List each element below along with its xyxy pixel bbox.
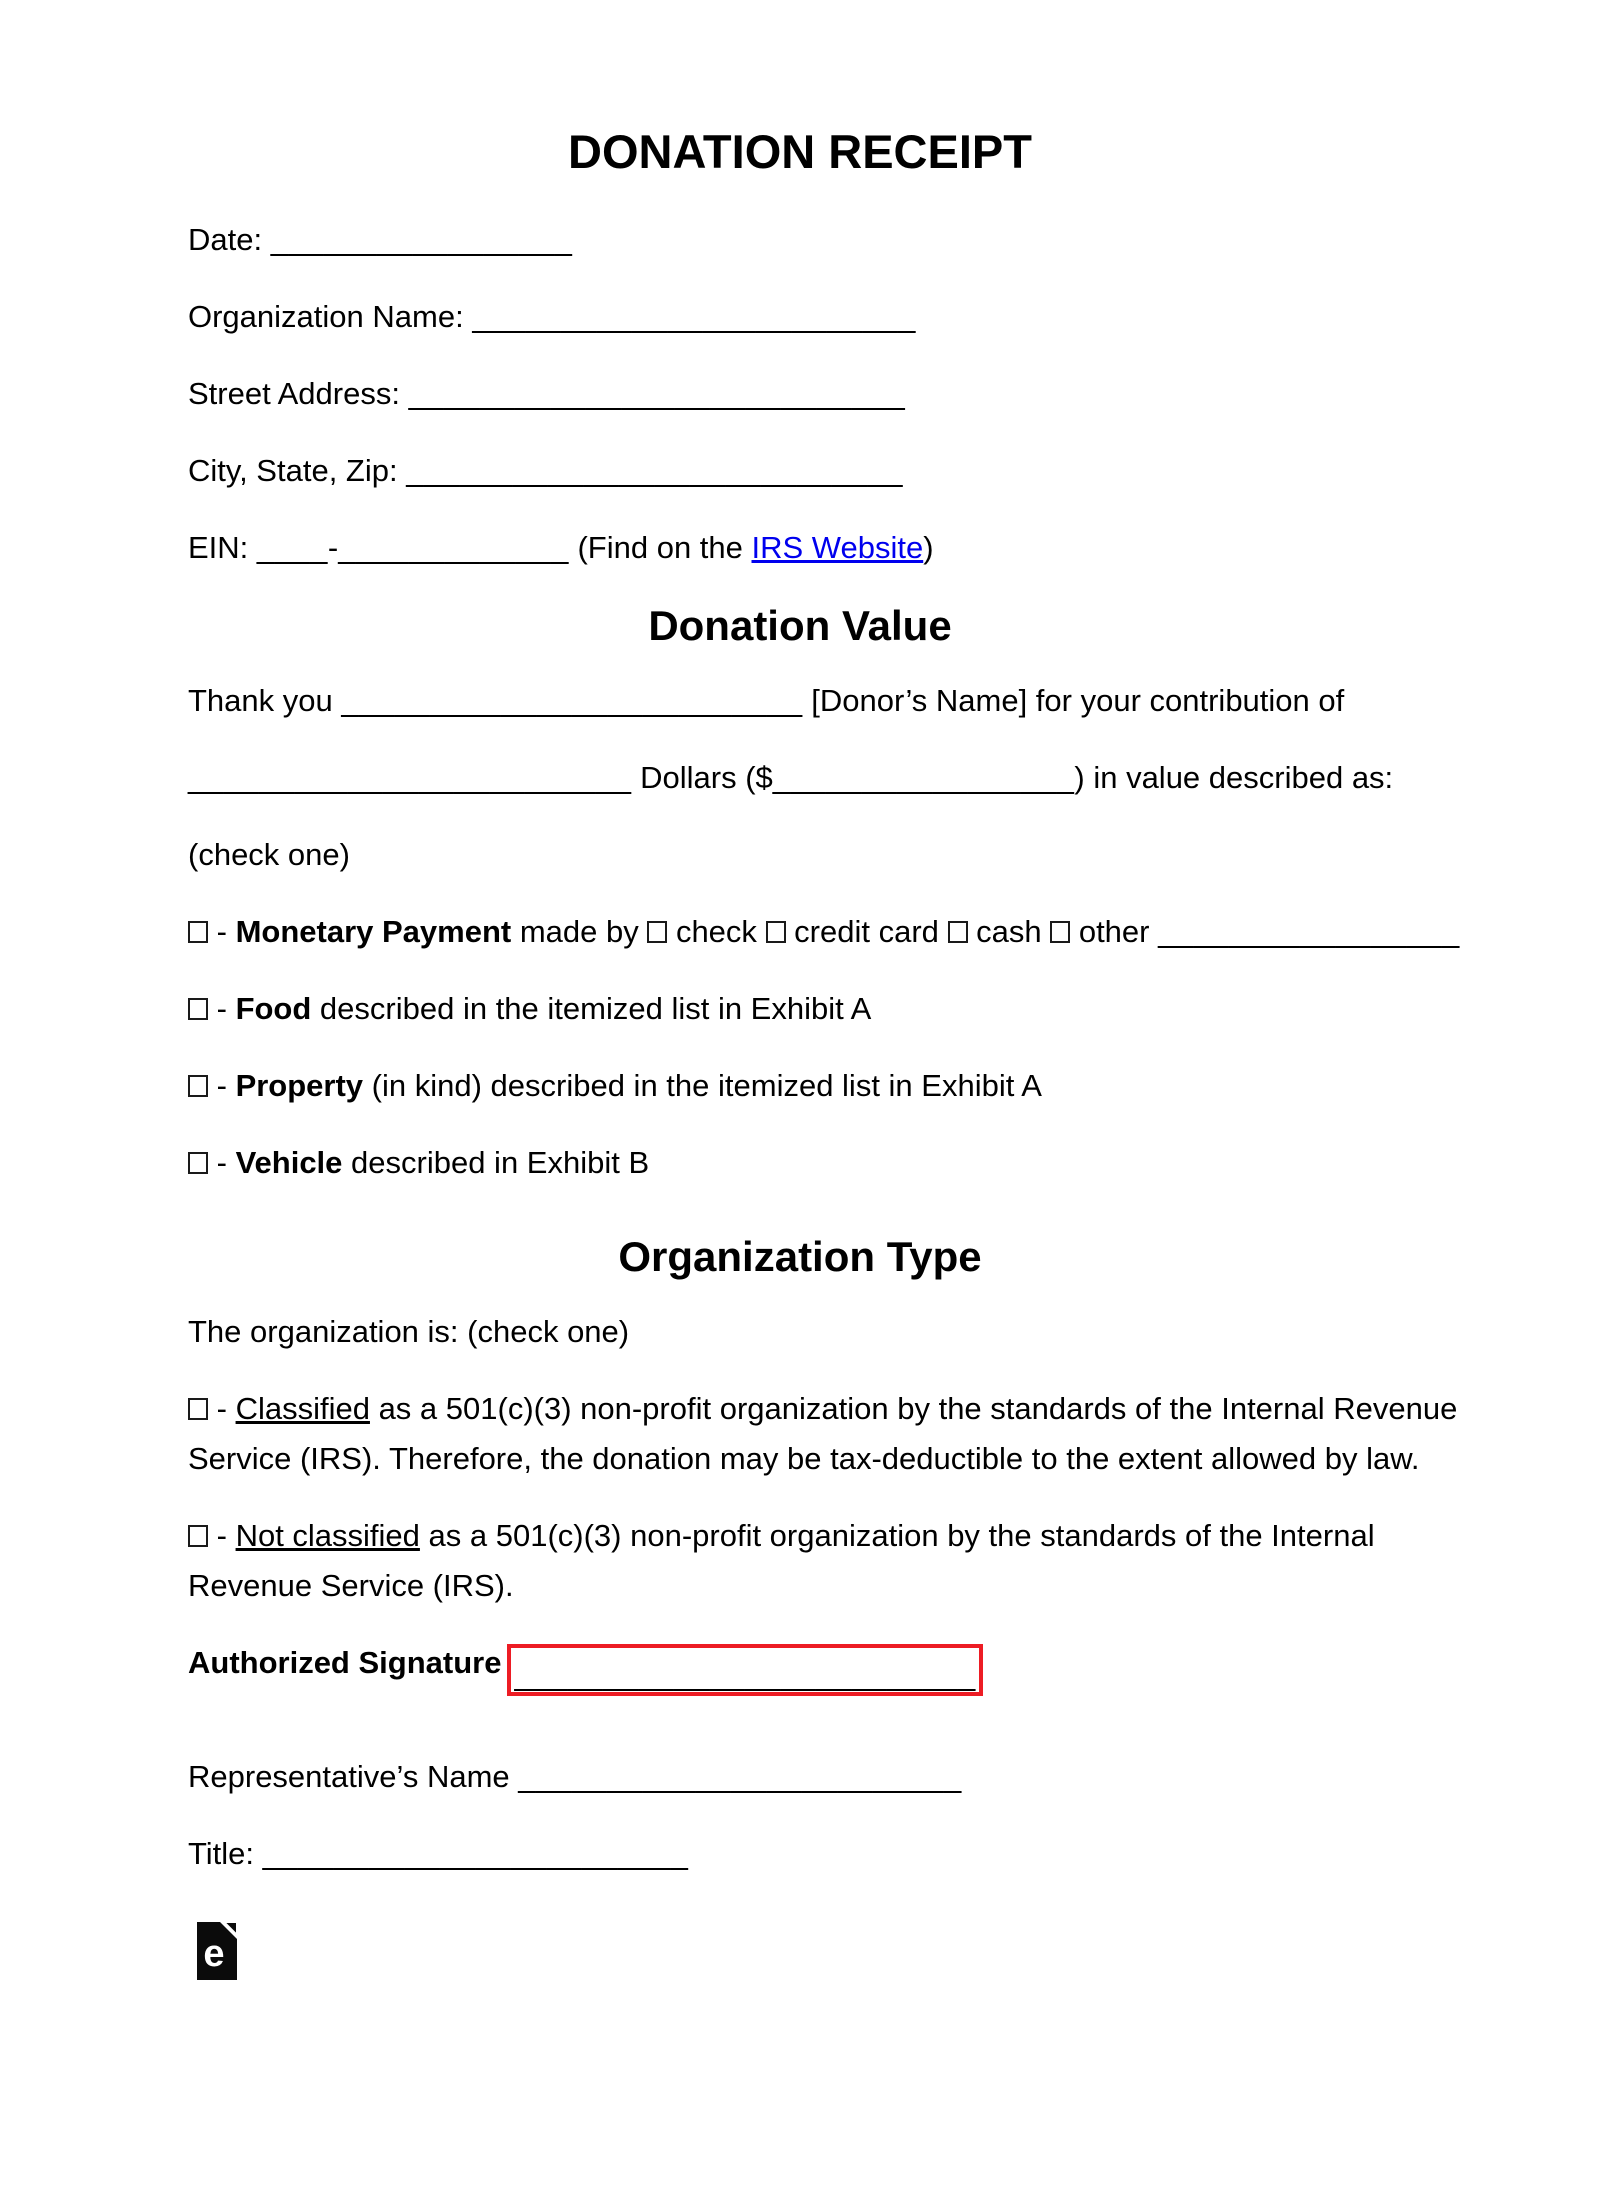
ein-find-suffix: ) [923, 530, 934, 565]
organization-type-heading: Organization Type [618, 1233, 982, 1280]
vehicle-dash: - [208, 1145, 236, 1180]
date-label: Date: [188, 222, 271, 257]
city-state-zip-blank[interactable]: ____________________________ [406, 453, 903, 488]
thank-you-suffix: [Donor’s Name] for your contribution of [802, 683, 1345, 718]
vehicle-option [188, 1138, 1412, 1188]
signature-blank[interactable]: __________________________ [514, 1657, 976, 1692]
thank-you-line [188, 676, 1412, 726]
food-label: Food [235, 991, 312, 1026]
classified-option [188, 1384, 1458, 1484]
other-label: other [1070, 914, 1159, 949]
classified-label: Classified [235, 1391, 370, 1426]
title-field-label: Title: [188, 1836, 263, 1871]
check-checkbox[interactable] [647, 921, 667, 943]
not-classified-line2: Revenue Service (IRS). [188, 1568, 514, 1603]
vehicle-checkbox[interactable] [188, 1152, 208, 1174]
monetary-payment-option [188, 907, 1460, 957]
classified-line1: as a 501(c)(3) non-profit organization by the standards of the Internal Revenue [369, 1391, 1458, 1426]
authorized-signature-label: Authorized Signature [188, 1645, 502, 1680]
ein-label: EIN: [188, 530, 257, 565]
representative-name-label: Representative’s Name [188, 1759, 519, 1794]
property-dash: - [208, 1068, 236, 1103]
food-checkbox[interactable] [188, 998, 208, 1020]
ein-dash: - [327, 530, 339, 565]
property-option [188, 1061, 1412, 1111]
city-state-zip-label: City, State, Zip: [188, 453, 407, 488]
donor-name-blank[interactable]: __________________________ [341, 683, 803, 718]
amount-dollars-label: Dollars ($ [631, 760, 773, 795]
city-state-zip-line [188, 446, 1412, 496]
amount-number-blank[interactable]: _________________ [772, 760, 1075, 795]
donation-receipt-document [0, 124, 1600, 2194]
classified-dash: - [208, 1391, 236, 1426]
credit-card-checkbox[interactable] [766, 921, 786, 943]
not-classified-label: Not classified [235, 1518, 420, 1553]
ein-line [188, 523, 1412, 573]
street-address-line [188, 369, 1412, 419]
classified-line2: Service (IRS). Therefore, the donation may be tax-deductible to the extent allowed by law. [188, 1441, 1420, 1476]
eforms-logo-letter: e [203, 1933, 225, 1975]
property-checkbox[interactable] [188, 1075, 208, 1097]
made-by-text: made by [511, 914, 648, 949]
title-field-blank[interactable]: ________________________ [262, 1836, 689, 1871]
other-blank[interactable]: _________________ [1158, 914, 1460, 949]
amount-words-blank[interactable]: _________________________ [188, 760, 632, 795]
not-classified-line1: as a 501(c)(3) non-profit organization by the standards of the Internal [419, 1518, 1375, 1553]
food-description: described in the itemized list in Exhibit A [311, 991, 872, 1026]
vehicle-label: Vehicle [235, 1145, 343, 1180]
thank-you-prefix: Thank you [188, 683, 342, 718]
food-dash: - [208, 991, 236, 1026]
credit-card-label: credit card [785, 914, 948, 949]
date-line [188, 215, 1412, 265]
other-checkbox[interactable] [1050, 921, 1070, 943]
classified-checkbox[interactable] [188, 1398, 208, 1420]
donation-value-heading: Donation Value [648, 602, 952, 649]
not-classified-option [188, 1511, 1412, 1611]
representative-name-line [188, 1752, 1412, 1802]
property-description: (in kind) described in the itemized list in Exhibit A [363, 1068, 1042, 1103]
organization-name-blank[interactable]: _________________________ [472, 299, 916, 334]
check-label: check [667, 914, 766, 949]
street-address-blank[interactable]: ____________________________ [408, 376, 906, 411]
not-classified-dash: - [208, 1518, 236, 1553]
not-classified-checkbox[interactable] [188, 1525, 208, 1547]
street-address-label: Street Address: [188, 376, 409, 411]
representative-name-blank[interactable]: _________________________ [518, 1759, 962, 1794]
signature-highlight-box[interactable] [507, 1644, 982, 1696]
food-option [188, 984, 1412, 1034]
title-field-line [188, 1829, 1412, 1879]
amount-suffix: ) in value described as: [1074, 760, 1394, 795]
amount-line [188, 753, 1412, 803]
ein-find-prefix: (Find on the [568, 530, 752, 565]
property-label: Property [235, 1068, 364, 1103]
vehicle-description: described in Exhibit B [342, 1145, 650, 1180]
organization-is-note: The organization is: (check one) [188, 1314, 630, 1349]
eforms-logo-icon [197, 1922, 237, 1980]
check-one-note: (check one) [188, 837, 350, 872]
cash-checkbox[interactable] [948, 921, 968, 943]
ein-number-blank[interactable]: _____________ [338, 530, 569, 565]
organization-name-label: Organization Name: [188, 299, 473, 334]
ein-prefix-blank[interactable]: ____ [256, 530, 328, 565]
monetary-dash: - [208, 914, 236, 949]
monetary-payment-label: Monetary Payment [235, 914, 512, 949]
date-blank[interactable]: _________________ [270, 222, 573, 257]
irs-website-link[interactable]: IRS Website [751, 530, 924, 565]
monetary-payment-checkbox[interactable] [188, 921, 208, 943]
authorized-signature-line [188, 1638, 1412, 1696]
cash-label: cash [967, 914, 1051, 949]
organization-name-line [188, 292, 1412, 342]
document-title: DONATION RECEIPT [568, 125, 1032, 178]
